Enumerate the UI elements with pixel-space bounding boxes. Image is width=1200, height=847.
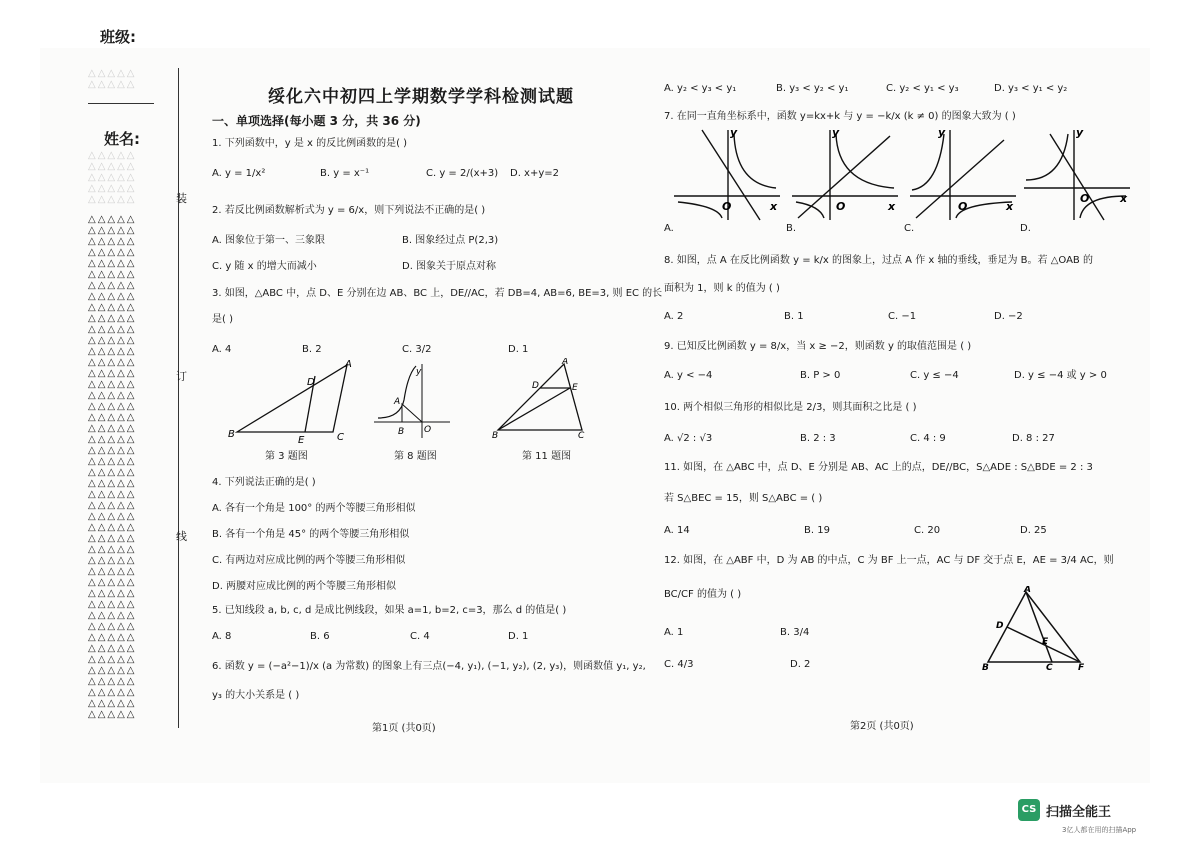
svg-text:B: B bbox=[982, 663, 989, 672]
scanner-watermark bbox=[1012, 799, 1182, 839]
figure-q12-triangle bbox=[980, 586, 1092, 672]
triangle-pattern-mid: △△△△△ △△△△△ △△△△△ △△△△△ △△△△△ bbox=[88, 150, 137, 205]
exam-title: 绥化六中初四上学期数学学科检测试题 bbox=[268, 87, 574, 107]
q5-option-c: C. 4 bbox=[410, 631, 430, 642]
q12-option-a: A. 1 bbox=[664, 627, 684, 638]
q4-text: 4. 下列说法正确的是( ) bbox=[212, 477, 316, 488]
svg-text:E: E bbox=[1042, 637, 1049, 647]
q2-option-a: A. 图象位于第一、三象限 bbox=[212, 235, 326, 246]
q7-option-b: B. bbox=[786, 223, 797, 234]
q11-option-a: A. 14 bbox=[664, 525, 690, 536]
q6-text-2: y₃ 的大小关系是 ( ) bbox=[212, 690, 300, 701]
q11-option-d: D. 25 bbox=[1020, 525, 1047, 536]
q6-option-b: B. y₃ < y₂ < y₁ bbox=[776, 83, 849, 94]
svg-text:O: O bbox=[722, 200, 732, 213]
q1-option-b: B. y = x⁻¹ bbox=[320, 168, 370, 179]
svg-text:D: D bbox=[996, 621, 1004, 631]
svg-text:O: O bbox=[958, 200, 968, 213]
svg-text:C: C bbox=[578, 431, 585, 440]
svg-text:A: A bbox=[345, 359, 352, 370]
q1-text: 1. 下列函数中，y 是 x 的反比例函数的是( ) bbox=[212, 138, 408, 149]
q7-graph-c bbox=[908, 126, 1020, 222]
q1-option-c: C. y = 2/(x+3) bbox=[426, 168, 499, 179]
q7-text: 7. 在同一直角坐标系中，函数 y=kx+k 与 y = −k/x (k ≠ 0) 的图象大致为 ( ) bbox=[664, 111, 1016, 122]
q6-option-c: C. y₂ < y₁ < y₃ bbox=[886, 83, 959, 94]
svg-text:C: C bbox=[337, 432, 344, 443]
binding-mark-ding: 订 bbox=[176, 370, 187, 383]
scanner-brand-name: 扫描全能王 bbox=[1046, 805, 1112, 820]
q10-option-d: D. 8 : 27 bbox=[1012, 433, 1055, 444]
q6-text: 6. 函数 y = (−a²−1)/x (a 为常数) 的图象上有三点(−4, y₁), (−1, y₂), (2, y₃)，则函数值 y₁, y₂, bbox=[212, 661, 646, 672]
q5-text: 5. 已知线段 a, b, c, d 是成比例线段，如果 a=1, b=2, c=3，那么 d 的值是( ) bbox=[212, 605, 567, 616]
binding-mark-xian: 线 bbox=[176, 530, 187, 543]
figure-q8-hyperbola bbox=[372, 360, 452, 440]
svg-text:C: C bbox=[1046, 663, 1053, 672]
class-label: 班级: bbox=[100, 28, 136, 46]
q4-option-c: C. 有两边对应成比例的两个等腰三角形相似 bbox=[212, 555, 406, 566]
page-1-footer: 第1页 (共0页) bbox=[372, 723, 436, 734]
q1-option-a: A. y = 1/x² bbox=[212, 168, 266, 179]
svg-text:y: y bbox=[730, 126, 738, 139]
q12-option-b: B. 3/4 bbox=[780, 627, 810, 638]
binding-line bbox=[178, 68, 179, 728]
q12-text: 12. 如图，在 △ABF 中，D 为 AB 的中点，C 为 BF 上一点，AC 与 DF 交于点 E，AE = 3/4 AC，则 bbox=[664, 555, 1114, 566]
svg-text:O: O bbox=[836, 200, 846, 213]
q11-text-2: 若 S△BEC = 15，则 S△ABC = ( ) bbox=[664, 493, 823, 504]
svg-text:B: B bbox=[492, 431, 499, 440]
svg-text:x: x bbox=[770, 200, 778, 213]
svg-text:y: y bbox=[938, 126, 946, 139]
q9-option-d: D. y ≤ −4 或 y > 0 bbox=[1014, 370, 1107, 381]
q1-option-d: D. x+y=2 bbox=[510, 168, 560, 179]
q3-option-b: B. 2 bbox=[302, 344, 322, 355]
scanner-brand-tagline: 3亿人都在用的扫描App bbox=[1062, 826, 1137, 834]
svg-text:y: y bbox=[832, 126, 840, 139]
q8-text-2: 面积为 1，则 k 的值为 ( ) bbox=[664, 283, 780, 294]
svg-text:O: O bbox=[424, 425, 432, 435]
caption-figure-11: 第 11 题图 bbox=[522, 451, 572, 462]
name-underline bbox=[88, 103, 154, 104]
q12-option-d: D. 2 bbox=[790, 659, 811, 670]
triangle-pattern-top: △△△△△ △△△△△ bbox=[88, 68, 137, 90]
q4-option-b: B. 各有一个角是 45° 的两个等腰三角形相似 bbox=[212, 529, 410, 540]
q3-option-d: D. 1 bbox=[508, 344, 529, 355]
q8-option-c: C. −1 bbox=[888, 311, 917, 322]
q2-option-d: D. 图象关于原点对称 bbox=[402, 261, 497, 272]
q9-text: 9. 已知反比例函数 y = 8/x，当 x ≥ −2，则函数 y 的取值范围是 ( ) bbox=[664, 341, 972, 352]
q2-option-c: C. y 随 x 的增大而减小 bbox=[212, 261, 317, 272]
q3-option-a: A. 4 bbox=[212, 344, 232, 355]
q10-option-a: A. √2 : √3 bbox=[664, 433, 713, 444]
q9-option-b: B. P > 0 bbox=[800, 370, 841, 381]
figure-q3-triangle bbox=[225, 355, 360, 445]
q2-option-b: B. 图象经过点 P(2,3) bbox=[402, 235, 499, 246]
binding-mark-zhuang: 装 bbox=[176, 192, 187, 205]
q7-option-c: C. bbox=[904, 223, 915, 234]
svg-text:y: y bbox=[1076, 126, 1084, 139]
svg-text:A: A bbox=[562, 358, 569, 367]
q10-option-b: B. 2 : 3 bbox=[800, 433, 836, 444]
svg-text:x: x bbox=[1006, 200, 1014, 213]
q7-graph-a bbox=[672, 126, 784, 222]
camscanner-logo: CS bbox=[1018, 799, 1040, 821]
name-label: 姓名: bbox=[104, 130, 140, 148]
q7-option-d: D. bbox=[1020, 223, 1031, 234]
svg-text:A: A bbox=[394, 397, 401, 407]
q4-option-d: D. 两腰对应成比例的两个等腰三角形相似 bbox=[212, 581, 397, 592]
q10-text: 10. 两个相似三角形的相似比是 2/3，则其面积之比是 ( ) bbox=[664, 402, 917, 413]
q5-option-a: A. 8 bbox=[212, 631, 232, 642]
q12-text-2: BC/CF 的值为 ( ) bbox=[664, 589, 742, 600]
svg-text:x: x bbox=[1120, 192, 1128, 205]
svg-text:D: D bbox=[307, 377, 315, 388]
page-2-footer: 第2页 (共0页) bbox=[850, 721, 914, 732]
q9-option-a: A. y < −4 bbox=[664, 370, 713, 381]
q7-graph-b bbox=[790, 126, 902, 222]
section-heading: 一、单项选择(每小题 3 分，共 36 分) bbox=[212, 114, 421, 128]
q4-option-a: A. 各有一个角是 100° 的两个等腰三角形相似 bbox=[212, 503, 416, 514]
q11-option-b: B. 19 bbox=[804, 525, 830, 536]
q8-option-b: B. 1 bbox=[784, 311, 804, 322]
q12-option-c: C. 4/3 bbox=[664, 659, 694, 670]
q6-option-d: D. y₃ < y₁ < y₂ bbox=[994, 83, 1068, 94]
svg-text:F: F bbox=[1078, 663, 1085, 672]
q8-option-a: A. 2 bbox=[664, 311, 684, 322]
q3-text: 3. 如图，△ABC 中，点 D、E 分别在边 AB、BC 上，DE//AC，若 DB=4, AB=6, BE=3, 则 EC 的长 bbox=[212, 288, 663, 299]
q10-option-c: C. 4 : 9 bbox=[910, 433, 946, 444]
q11-text: 11. 如图，在 △ABC 中，点 D、E 分别是 AB、AC 上的点，DE//BC，S△ADE : S△BDE = 2 : 3 bbox=[664, 462, 1093, 473]
caption-figure-8: 第 8 题图 bbox=[394, 451, 437, 462]
figure-q11-triangle bbox=[490, 358, 590, 440]
svg-text:A: A bbox=[1024, 586, 1031, 595]
q3-text-2: 是( ) bbox=[212, 314, 233, 325]
q3-option-c: C. 3/2 bbox=[402, 344, 432, 355]
q9-option-c: C. y ≤ −4 bbox=[910, 370, 959, 381]
svg-text:B: B bbox=[398, 427, 405, 437]
q5-option-b: B. 6 bbox=[310, 631, 330, 642]
svg-text:B: B bbox=[228, 429, 235, 440]
q5-option-d: D. 1 bbox=[508, 631, 529, 642]
svg-text:D: D bbox=[532, 381, 539, 391]
svg-text:E: E bbox=[298, 435, 305, 445]
q11-option-c: C. 20 bbox=[914, 525, 941, 536]
q6-option-a: A. y₂ < y₃ < y₁ bbox=[664, 83, 737, 94]
triangle-pattern-column: △△△△△ △△△△△ △△△△△ △△△△△ △△△△△ △△△△△ △△△△△ △△△△△ △△△△△ △△△△△ △△△△△ △△△△△ △△△△△ △△△△△ △△△△△ △△△△△ △△△△△ △△△△△ △△△△△ △△△△△ △△△△△ △△△△△ △△△△△ △△△△△ △△△△△ △△△△△ △△△△△ △△△△△ △△△△△ △△△△△ △△△△△ △△△△△ △△△△△ △△△△△ △△△△△ △△△△△ △△△△△ △△△△△ △△△△△ △△△△△ △△△△△ △△△△△ △△△△△ △△△△△ △△△△△ △△△△△ bbox=[88, 214, 137, 720]
svg-text:x: x bbox=[888, 200, 896, 213]
svg-text:y: y bbox=[416, 367, 422, 377]
q8-option-d: D. −2 bbox=[994, 311, 1023, 322]
svg-text:O: O bbox=[1080, 192, 1090, 205]
svg-text:E: E bbox=[572, 383, 578, 393]
q8-text: 8. 如图，点 A 在反比例函数 y = k/x 的图象上，过点 A 作 x 轴的垂线，垂足为 B。若 △OAB 的 bbox=[664, 255, 1093, 266]
caption-figure-3: 第 3 题图 bbox=[265, 451, 308, 462]
q7-option-a: A. bbox=[664, 223, 674, 234]
q2-text: 2. 若反比例函数解析式为 y = 6/x，则下列说法不正确的是( ) bbox=[212, 205, 486, 216]
q7-graph-d bbox=[1022, 126, 1134, 222]
